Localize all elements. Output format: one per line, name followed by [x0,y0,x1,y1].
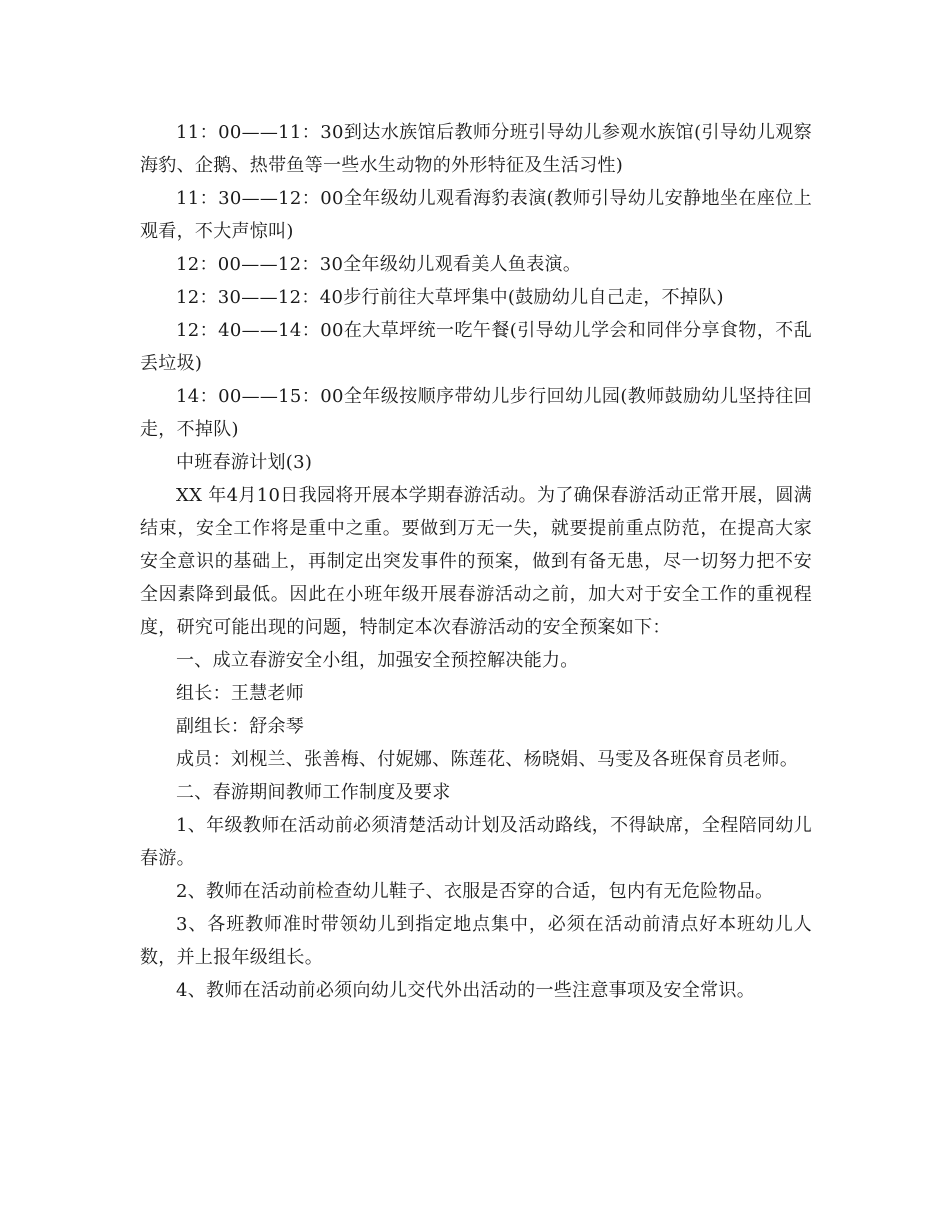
document-body [140,116,812,1007]
schedule-item-return: 14：00——15：00全年级按顺序带幼儿步行回幼儿园(教师鼓励幼儿坚持往回走，不掉队) [140,386,812,440]
group-leader: 组长：王慧老师 [176,683,305,704]
schedule-item-aquarium-visit: 11：00——11：30到达水族馆后教师分班引导幼儿参观水族馆(引导幼儿观察海豹、企鹅、热带鱼等一些水生动物的外形特征及生活习性) [140,122,812,176]
schedule-item-lunch: 12：40——14：00在大草坪统一吃午餐(引导幼儿学会和同伴分享食物，不乱丢垃圾) [140,320,812,374]
schedule-item-seal-show: 11：30——12：00全年级幼儿观看海豹表演(教师引导幼儿安静地坐在座位上观看，不大声惊叫) [140,188,812,242]
rule-item-1: 1、年级教师在活动前必须清楚活动计划及活动路线，不得缺席，全程陪同幼儿春游。 [140,815,812,869]
section-heading-plan-3: 中班春游计划(3) [176,452,313,473]
intro-paragraph: XX 年4月10日我园将开展本学期春游活动。为了确保春游活动正常开展，圆满结束，安全工作将是重中之重。要做到万无一失，就要提前重点防范，在提高大家安全意识的基础上，再制定出突发事件的预案，做到有备无患，尽一切努力把不安全因素降到最低。因此在小班年级开展春游活动之前，加大对于安全工作的重视程度，研究可能出现的问题，特制定本次春游活动的安全预案如下： [140,485,812,638]
rule-item-3: 3、各班教师准时带领幼儿到指定地点集中，必须在活动前清点好本班幼儿人数，并上报年级组长。 [140,914,812,968]
group-members: 成员：刘枧兰、张善梅、付妮娜、陈莲花、杨晓娟、马雯及各班保育员老师。 [176,749,799,770]
deputy-group-leader: 副组长：舒余琴 [176,716,305,737]
schedule-item-walk-to-lawn: 12：30——12：40步行前往大草坪集中(鼓励幼儿自己走，不掉队) [176,287,724,308]
section-heading-teacher-rules: 二、春游期间教师工作制度及要求 [176,782,451,803]
rule-item-2: 2、教师在活动前检查幼儿鞋子、衣服是否穿的合适，包内有无危险物品。 [176,881,774,902]
schedule-item-mermaid-show: 12：00——12：30全年级幼儿观看美人鱼表演。 [176,254,582,275]
section-heading-safety-group: 一、成立春游安全小组，加强安全预控解决能力。 [176,650,579,671]
rule-item-4: 4、教师在活动前必须向幼儿交代外出活动的一些注意事项及安全常识。 [176,980,756,1001]
